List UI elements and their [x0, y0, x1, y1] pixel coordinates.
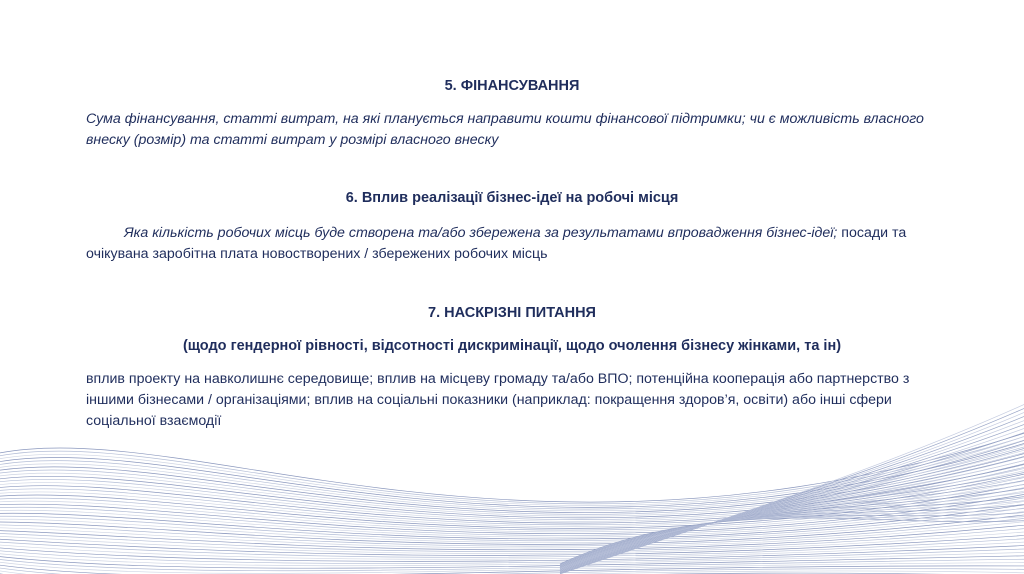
section-5-body: Сума фінансування, статті витрат, на які планується направити кошти фінансової підтримки; чи є можливість власного внеску (розмір) та статті витрат у розмірі власного внеску [86, 111, 924, 148]
section-6-body-italic: Яка кількість робочих місць буде створена та/або збережена за результатами впровадження бізнес-ідеї; [124, 225, 838, 241]
section-6-body [86, 223, 956, 265]
section-7-subheading: (щодо гендерної рівності, відсотності дискримінації, щодо очолення бізнесу жінками, та ін) [182, 338, 842, 354]
section-7-heading: 7. НАСКРІЗНІ ПИТАННЯ [428, 305, 596, 321]
section-7-body: вплив проекту на навколишнє середовище; вплив на місцеву громаду та/або ВПО; потенційна кооперація або партнерство з іншими бізнесами / організаціями; вплив на соціальні показники (наприклад: покращення здоров’я, освіти) або інші сфери соціальної взаємодії [86, 371, 910, 429]
section-6-heading: 6. Вплив реалізації бізнес-ідеї на робочі місця [345, 190, 679, 206]
section-5-heading: 5. ФІНАНСУВАННЯ [444, 78, 580, 94]
section-6-body-regular: посади та очікувана заробітна плата новостворених / збережених робочих місць [86, 225, 907, 262]
